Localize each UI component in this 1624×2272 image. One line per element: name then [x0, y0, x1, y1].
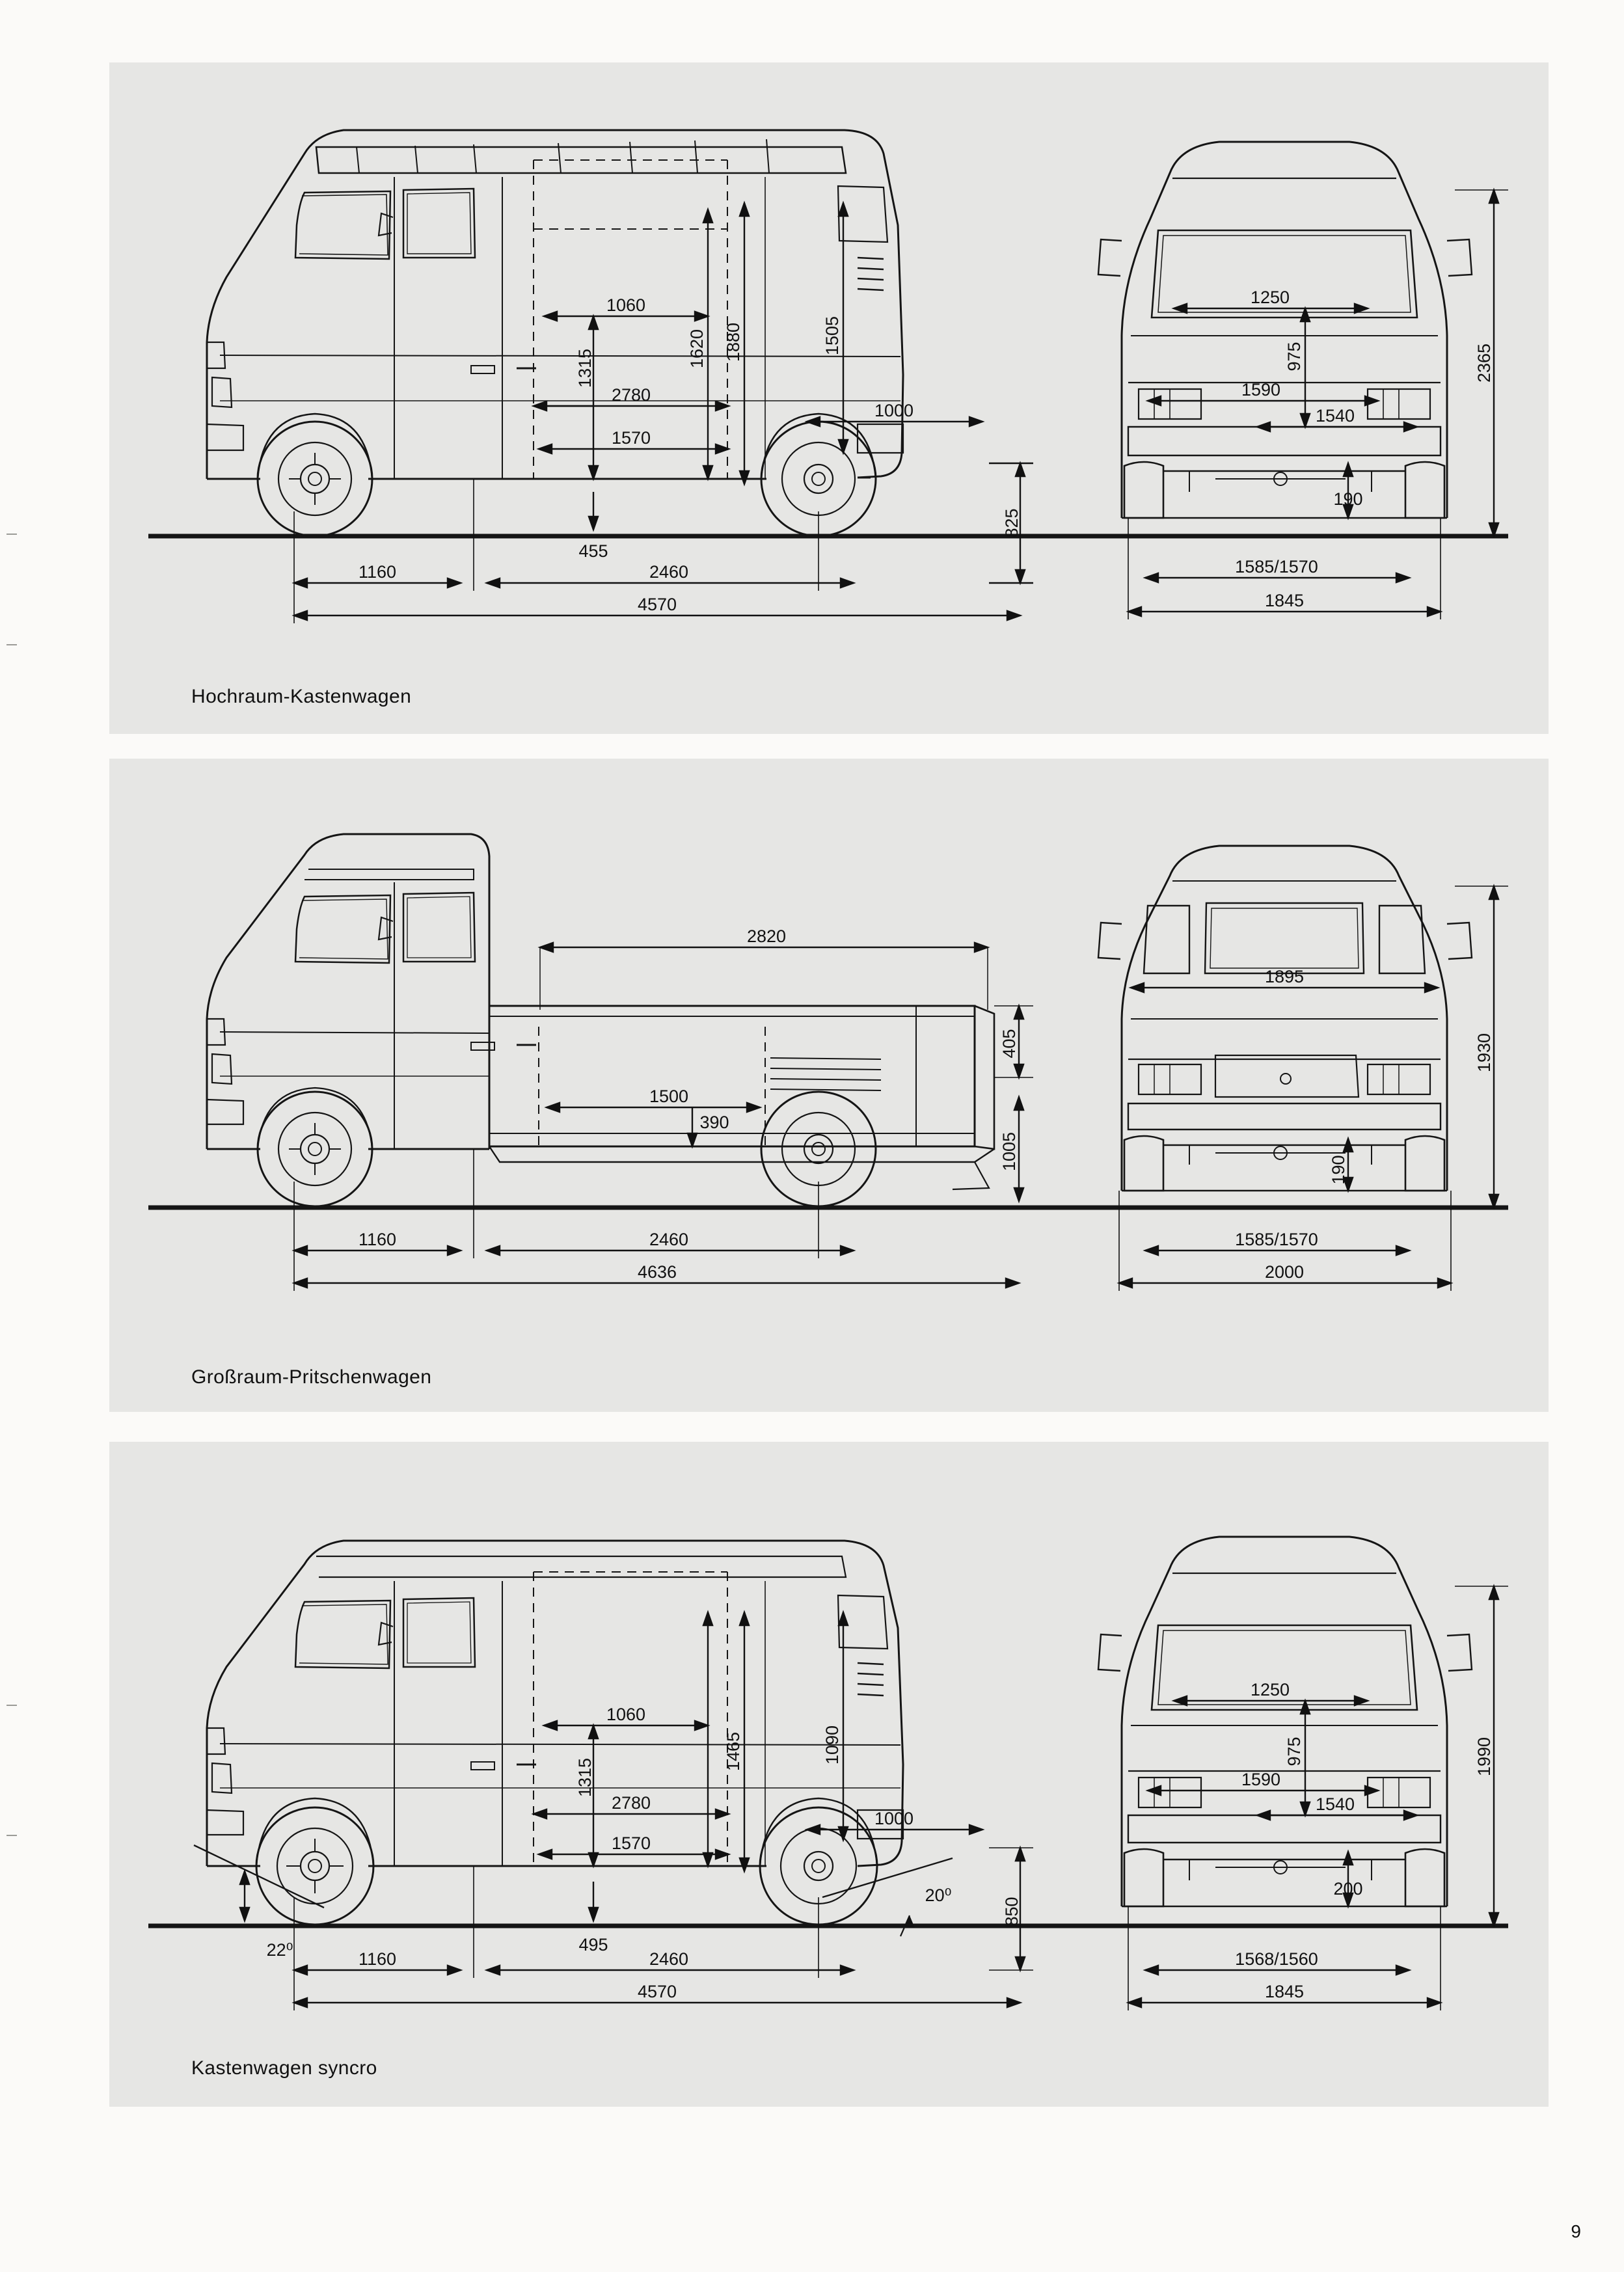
panel-caption: Hochraum-Kastenwagen [191, 686, 412, 707]
dim-label: 2000 [1264, 1262, 1305, 1282]
dim-label: 850 [1002, 1897, 1022, 1927]
panel-caption: Kastenwagen syncro [191, 2057, 377, 2079]
dim-label: 1590 [1241, 380, 1281, 399]
dim-label: 1880 [724, 322, 743, 362]
dim-label: 1160 [358, 1949, 397, 1969]
dim-label: 1570 [611, 1833, 651, 1853]
dim-label: 1585/1570 [1235, 557, 1318, 576]
edge-mark [7, 644, 17, 645]
drawing-kastenwagen-syncro [109, 1442, 1549, 2107]
dim-label: 1568/1560 [1235, 1949, 1318, 1969]
dim-label: 1315 [575, 348, 595, 388]
dim-label: 2460 [649, 562, 689, 582]
dim-label: 2460 [649, 1949, 689, 1969]
dim-label: 1465 [724, 1731, 743, 1772]
dim-label: 1585/1570 [1235, 1230, 1318, 1249]
dim-label: 1060 [606, 1705, 646, 1724]
dim-label: 4570 [637, 1982, 677, 2001]
dim-label: 1090 [822, 1725, 842, 1765]
edge-mark [7, 1835, 17, 1836]
dim-label: 495 [578, 1935, 608, 1954]
dim-label: 975 [1284, 1737, 1304, 1766]
dim-label: 1060 [606, 295, 646, 315]
dim-label: 390 [699, 1113, 729, 1132]
drawing-grossraum-pritschenwagen [109, 759, 1549, 1412]
dim-label: 2820 [746, 926, 787, 946]
dim-label: 1930 [1474, 1033, 1494, 1073]
dim-label: 975 [1284, 342, 1304, 372]
dim-label: 22⁰ [266, 1940, 293, 1960]
drawing-hochraum-kastenwagen [109, 62, 1549, 734]
page-number: 9 [1571, 2221, 1581, 2241]
dim-label: 1845 [1264, 1982, 1305, 2001]
dim-label: 190 [1329, 1155, 1348, 1185]
dim-label: 4570 [637, 595, 677, 614]
dim-label: 825 [1002, 508, 1022, 538]
dim-label: 1570 [611, 428, 651, 448]
dim-label: 2780 [611, 1793, 651, 1813]
dim-label: 1000 [874, 401, 914, 420]
dim-label: 1160 [358, 562, 397, 582]
edge-mark [7, 1705, 17, 1706]
dim-label: 2365 [1474, 343, 1494, 383]
dim-label: 455 [578, 541, 608, 561]
dim-label: 1005 [999, 1131, 1019, 1172]
dim-label: 1000 [874, 1809, 914, 1828]
dim-label: 1845 [1264, 591, 1305, 610]
dim-label: 190 [1333, 489, 1363, 509]
dim-label: 1620 [687, 329, 707, 369]
dim-label: 1990 [1474, 1737, 1494, 1777]
panel-caption: Großraum-Pritschenwagen [191, 1366, 432, 1388]
dim-label: 1540 [1315, 406, 1355, 426]
dim-label: 1500 [649, 1087, 689, 1106]
dim-label: 1250 [1250, 288, 1290, 307]
dim-label: 405 [999, 1029, 1019, 1059]
dim-label: 4636 [637, 1262, 677, 1282]
dim-label: 1540 [1315, 1794, 1355, 1814]
dim-label: 2780 [611, 385, 651, 405]
dim-label: 1315 [575, 1757, 595, 1798]
dim-label: 1590 [1241, 1770, 1281, 1789]
edge-mark [7, 534, 17, 535]
dim-label: 200 [1333, 1879, 1363, 1899]
dim-label: 2460 [649, 1230, 689, 1249]
dim-label: 1250 [1250, 1680, 1290, 1699]
panel-kastenwagen-syncro [109, 1442, 1549, 2107]
dim-label: 1160 [358, 1230, 397, 1249]
panel-grossraum-pritschenwagen [109, 759, 1549, 1412]
dim-label: 1895 [1264, 967, 1305, 986]
dim-label: 20⁰ [925, 1886, 952, 1905]
dim-label: 1505 [822, 316, 842, 356]
panel-hochraum-kastenwagen [109, 62, 1549, 734]
